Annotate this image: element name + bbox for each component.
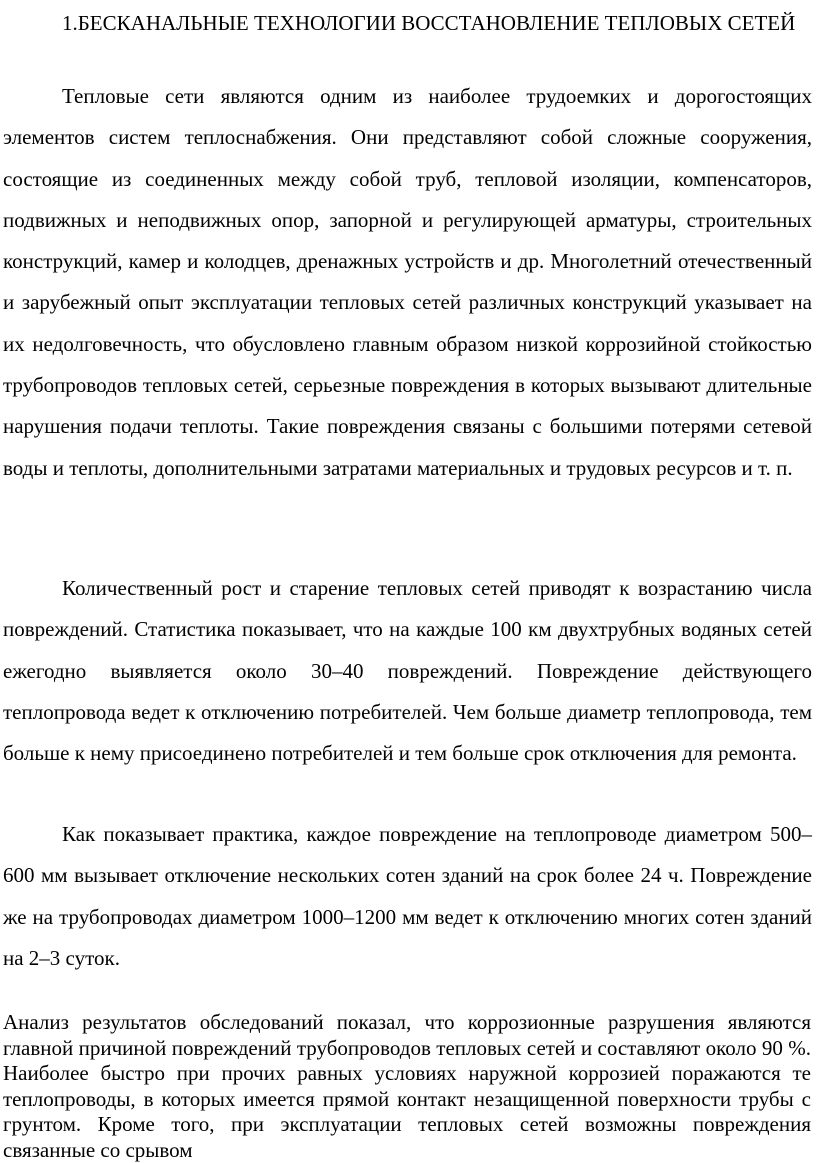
paragraph-heat-networks-intro: Тепловые сети являются одним из наиболее трудоемких и дорогостоящих элементов систем теплоснабжения. Они представляют собой сложные сооружения, состоящие из соединенных между собой труб, тепловой изоляции, компенсаторов, подвижных и неподвижных опор, запорной и регулирующей арматуры, строительных конструкций, камер и колодцев, дренажных устройств и др. Многолетний отечественный и зарубежный опыт эксплуатации тепловых сетей различных конструкций указывает на их недолговечность, что обусловлено главным образом низкой коррозийной стойкостью трубопроводов тепловых сетей, серьезные повреждения в которых вызывают длительные нарушения подачи теплоты. Такие повреждения связаны с большими потерями сетевой воды и теплоты, дополнительными затратами материальных и трудовых ресурсов и т. п. xyxy=(3,84,812,480)
paragraph-damage-statistics: Количественный рост и старение тепловых сетей приводят к возрастанию числа повреждений. Статистика показывает, что на каждые 100 км двухтрубных водяных сетей ежегодно выявляется около 30–40 повреждений. Повреждение действующего теплопровода ведет к отключению потребителей. Чем больше диаметр теплопровода, тем больше к нему присоединено потребителей и тем больше срок отключения для ремонта. xyxy=(3,576,812,766)
paragraph-outage-practice: Как показывает практика, каждое повреждение на теплопроводе диаметром 500–600 мм вызывает отключение нескольких сотен зданий на срок более 24 ч. Повреждение же на трубопроводах диаметром 1000–1200 мм ведет к отключению многих сотен зданий на 2–3 суток. xyxy=(3,822,812,970)
section-heading: 1.БЕСКАНАЛЬНЫЕ ТЕХНОЛОГИИ ВОССТАНОВЛЕНИЕ ТЕПЛОВЫХ СЕТЕЙ xyxy=(62,11,796,35)
paragraph-corrosion-analysis: Анализ результатов обследований показал, что коррозионные разрушения являются главной причиной повреждений трубопроводов тепловых сетей и составляют около 90 %. Наиболее быстро при прочих равных условиях наружной коррозией поражаются те теплопроводы, в которых имеется прямой контакт незащищенной поверхности трубы с грунтом. Кроме того, при эксплуатации тепловых сетей возможны повреждения связанные со срывом xyxy=(3,1010,811,1162)
